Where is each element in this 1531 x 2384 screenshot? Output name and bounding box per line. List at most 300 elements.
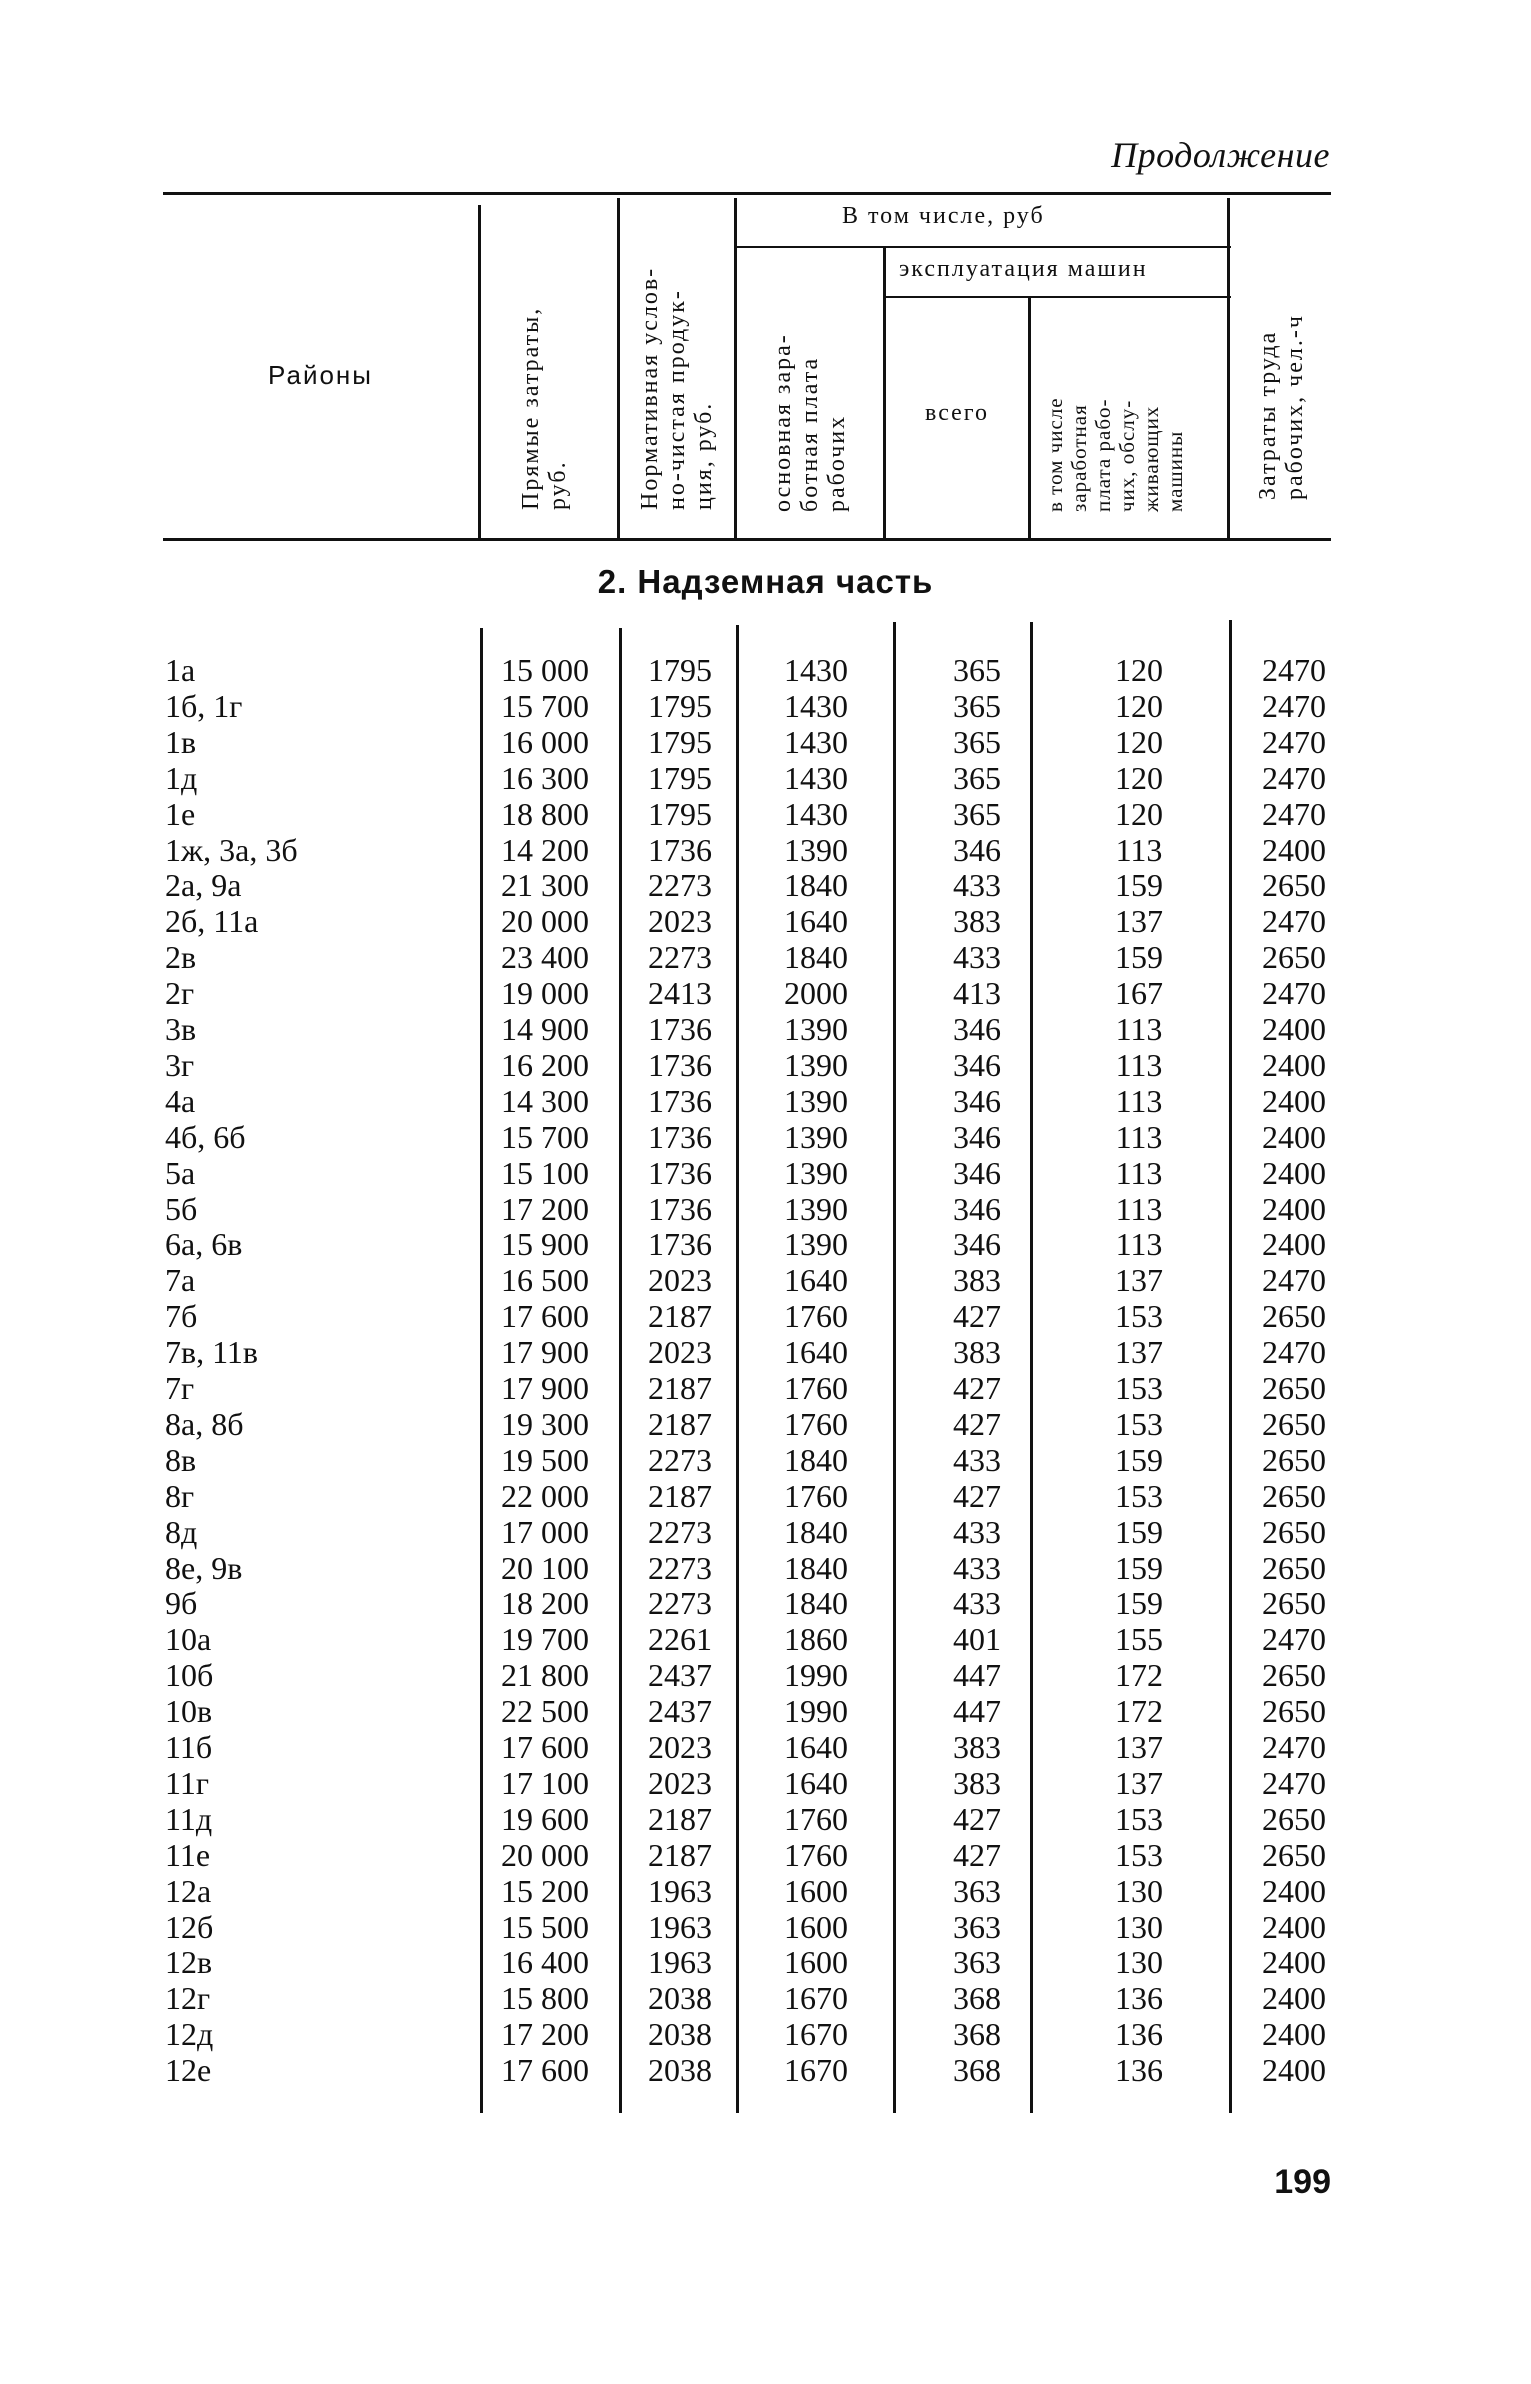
cell-direct-costs: 16 500 (501, 1262, 589, 1299)
header-vline-3 (734, 198, 737, 538)
cell-direct-costs: 15 700 (501, 1118, 589, 1155)
cell-normative: 2187 (648, 1836, 712, 1873)
cell-direct-costs: 16 300 (501, 759, 589, 796)
cell-machines-total: 433 (953, 1549, 1001, 1586)
cell-machine-wages: 136 (1115, 2052, 1163, 2089)
cell-wages: 1840 (784, 939, 848, 976)
cell-direct-costs: 19 000 (501, 975, 589, 1012)
cell-district: 7б (165, 1298, 198, 1335)
cell-normative: 2187 (648, 1298, 712, 1335)
cell-district: 8д (165, 1513, 198, 1550)
cell-normative: 2187 (648, 1477, 712, 1514)
cell-wages: 1390 (784, 1118, 848, 1155)
cell-machine-wages: 130 (1115, 1872, 1163, 1909)
cell-machine-wages: 120 (1115, 723, 1163, 760)
cell-machines-total: 433 (953, 867, 1001, 904)
cell-wages: 1390 (784, 1082, 848, 1119)
cell-wages: 1640 (784, 1262, 848, 1299)
cell-wages: 1430 (784, 759, 848, 796)
cell-district: 1а (165, 652, 196, 688)
cell-machine-wages: 136 (1115, 2016, 1163, 2053)
cell-labor: 2470 (1262, 975, 1326, 1012)
continuation-note: Продолжение (1111, 135, 1330, 175)
cell-wages: 1600 (784, 1908, 848, 1945)
cell-wages: 1840 (784, 1441, 848, 1478)
cell-machines-total: 368 (953, 2016, 1001, 2053)
cell-machines-total: 383 (953, 1764, 1001, 1801)
cell-machines-total: 346 (953, 831, 1001, 868)
cell-normative: 1736 (648, 1226, 712, 1263)
cell-machine-wages: 120 (1115, 795, 1163, 832)
cell-machines-total: 365 (953, 687, 1001, 724)
cell-labor: 2470 (1262, 652, 1326, 688)
cell-direct-costs: 14 900 (501, 1011, 589, 1047)
cell-wages: 1670 (784, 2016, 848, 2053)
cell-district: 8г (165, 1477, 195, 1514)
cell-direct-costs: 15 700 (501, 687, 589, 724)
cell-normative: 1736 (648, 1118, 712, 1155)
header-vline-1 (478, 205, 481, 538)
cell-direct-costs: 15 000 (501, 652, 589, 688)
cell-direct-costs: 17 100 (501, 1764, 589, 1801)
cell-machines-total: 427 (953, 1405, 1001, 1442)
cell-machines-total: 365 (953, 795, 1001, 832)
cell-wages: 1390 (784, 1011, 848, 1047)
cell-machine-wages: 159 (1115, 1585, 1163, 1622)
cell-wages: 1840 (784, 867, 848, 904)
cell-direct-costs: 18 200 (501, 1585, 589, 1622)
cell-machine-wages: 153 (1115, 1298, 1163, 1335)
cell-normative: 1963 (648, 1908, 712, 1945)
cell-machine-wages: 159 (1115, 1513, 1163, 1550)
cell-machines-total: 413 (953, 975, 1001, 1012)
body-vline-2 (619, 628, 622, 2113)
cell-district: 7а (165, 1262, 196, 1299)
cell-machines-total: 383 (953, 903, 1001, 940)
cell-district: 8е, 9в (165, 1549, 243, 1586)
cell-labor: 2470 (1262, 1621, 1326, 1658)
cell-wages: 1760 (784, 1370, 848, 1406)
cell-direct-costs: 17 600 (501, 1729, 589, 1765)
cell-normative: 2023 (648, 1729, 712, 1765)
cell-direct-costs: 19 500 (501, 1441, 589, 1478)
cell-wages: 1640 (784, 1764, 848, 1801)
body-vline-4 (893, 622, 896, 2113)
cell-machine-wages: 113 (1115, 1190, 1163, 1227)
cell-normative: 1736 (648, 831, 712, 868)
cell-labor: 2400 (1262, 831, 1326, 868)
normative-header: Нормативная услов- но-чистая продук- ция, руб. (637, 266, 717, 510)
cell-machine-wages: 120 (1115, 759, 1163, 796)
cell-direct-costs: 15 800 (501, 1980, 589, 2017)
cell-direct-costs: 23 400 (501, 939, 589, 976)
cell-labor: 2650 (1262, 1657, 1326, 1694)
cell-labor: 2400 (1262, 1190, 1326, 1227)
cell-district: 1ж, 3а, 3б (165, 831, 298, 868)
section-title: 2. Надземная часть (597, 563, 934, 600)
cell-labor: 2400 (1262, 1118, 1326, 1155)
cell-machine-wages: 113 (1115, 831, 1163, 868)
cell-normative: 1795 (648, 795, 712, 832)
cell-wages: 1990 (784, 1693, 848, 1730)
cell-machines-total: 346 (953, 1190, 1001, 1227)
header-vline-6 (1227, 198, 1230, 538)
cell-district: 4а (165, 1082, 196, 1119)
cell-machines-total: 346 (953, 1011, 1001, 1047)
cell-machines-total: 427 (953, 1370, 1001, 1406)
cell-labor: 2650 (1262, 1800, 1326, 1837)
cell-district: 3г (165, 1046, 195, 1083)
cell-machine-wages: 153 (1115, 1477, 1163, 1514)
cell-wages: 1430 (784, 795, 848, 832)
cell-labor: 2400 (1262, 2052, 1326, 2089)
cell-normative: 2038 (648, 2052, 712, 2089)
cell-wages: 1600 (784, 1944, 848, 1981)
cell-wages: 1430 (784, 723, 848, 760)
cell-labor: 2650 (1262, 1405, 1326, 1442)
body-vline-6 (1229, 620, 1232, 2113)
cell-machines-total: 368 (953, 1980, 1001, 2017)
cell-machine-wages: 130 (1115, 1908, 1163, 1945)
including-header: В том числе, руб (842, 203, 1045, 229)
cell-labor: 2400 (1262, 1226, 1326, 1263)
cell-district: 1в (165, 723, 197, 760)
cell-district: 10в (165, 1693, 213, 1730)
machines-total-header: всего (925, 400, 990, 426)
cell-machines-total: 365 (953, 759, 1001, 796)
cell-wages: 1640 (784, 903, 848, 940)
cell-direct-costs: 20 000 (501, 1836, 589, 1873)
cell-direct-costs: 22 000 (501, 1477, 589, 1514)
cell-machine-wages: 137 (1115, 1764, 1163, 1801)
cell-labor: 2650 (1262, 1513, 1326, 1550)
cell-district: 1е (165, 795, 196, 832)
cell-machine-wages: 113 (1115, 1011, 1163, 1047)
cell-district: 2а, 9а (165, 867, 242, 904)
cell-machine-wages: 136 (1115, 1980, 1163, 2017)
cell-labor: 2470 (1262, 795, 1326, 832)
cell-machine-wages: 120 (1115, 652, 1163, 688)
header-vline-4 (883, 248, 886, 538)
cell-district: 2б, 11а (165, 903, 259, 940)
cell-machine-wages: 137 (1115, 1262, 1163, 1299)
cell-machines-total: 363 (953, 1872, 1001, 1909)
cell-district: 12в (165, 1944, 213, 1981)
cell-normative: 1736 (648, 1011, 712, 1047)
cell-wages: 1990 (784, 1657, 848, 1694)
cell-district: 7в, 11в (165, 1334, 259, 1371)
cell-labor: 2400 (1262, 2016, 1326, 2053)
body-vline-1 (480, 628, 483, 2113)
direct-costs-header: Прямые затраты, руб. (518, 306, 571, 510)
cell-machines-total: 427 (953, 1836, 1001, 1873)
cell-machine-wages: 153 (1115, 1370, 1163, 1406)
cell-labor: 2400 (1262, 1980, 1326, 2017)
cell-direct-costs: 17 000 (501, 1513, 589, 1550)
cell-machines-total: 365 (953, 723, 1001, 760)
cell-labor: 2470 (1262, 687, 1326, 724)
cell-district: 2в (165, 939, 197, 976)
cell-direct-costs: 19 700 (501, 1621, 589, 1658)
cell-district: 11б (165, 1729, 213, 1765)
cell-direct-costs: 21 300 (501, 867, 589, 904)
cell-machine-wages: 159 (1115, 867, 1163, 904)
cell-normative: 2187 (648, 1405, 712, 1442)
cell-machines-total: 368 (953, 2052, 1001, 2089)
cell-wages: 1760 (784, 1477, 848, 1514)
cell-machines-total: 433 (953, 1513, 1001, 1550)
cell-normative: 2023 (648, 1334, 712, 1371)
cell-district: 6а, 6в (165, 1226, 243, 1263)
cell-district: 12б (165, 1908, 214, 1945)
cell-district: 11г (165, 1764, 209, 1801)
cell-wages: 1760 (784, 1800, 848, 1837)
cell-wages: 1860 (784, 1621, 848, 1658)
cell-machine-wages: 172 (1115, 1657, 1163, 1694)
body-vline-3 (736, 625, 739, 2113)
cell-labor: 2400 (1262, 1154, 1326, 1191)
header-vline-2 (617, 198, 620, 538)
cell-district: 4б, 6б (165, 1118, 246, 1155)
cell-machine-wages: 113 (1115, 1226, 1163, 1263)
cell-labor: 2650 (1262, 1370, 1326, 1406)
cell-district: 5а (165, 1154, 196, 1191)
cell-machines-total: 427 (953, 1477, 1001, 1514)
cell-labor: 2400 (1262, 1908, 1326, 1945)
cell-wages: 1430 (784, 652, 848, 688)
cell-normative: 2413 (648, 975, 712, 1012)
machine-wages-header: в том числе заработная плата рабо- чих, обслу- живающих машины (1043, 397, 1187, 512)
cell-direct-costs: 17 900 (501, 1370, 589, 1406)
cell-district: 12е (165, 2052, 212, 2089)
cell-machines-total: 365 (953, 652, 1001, 688)
header-top-rule (163, 192, 1331, 195)
cell-normative: 2023 (648, 903, 712, 940)
cell-direct-costs: 19 600 (501, 1800, 589, 1837)
cell-wages: 1640 (784, 1334, 848, 1371)
cell-direct-costs: 17 200 (501, 2016, 589, 2053)
cell-normative: 2437 (648, 1693, 712, 1730)
cell-district: 10б (165, 1657, 214, 1694)
cell-wages: 1390 (784, 1154, 848, 1191)
cell-district: 9б (165, 1585, 198, 1622)
machines-rule (886, 296, 1231, 298)
cell-machine-wages: 159 (1115, 939, 1163, 976)
cell-machines-total: 401 (953, 1621, 1001, 1658)
cell-direct-costs: 14 200 (501, 831, 589, 868)
cell-district: 5б (165, 1190, 198, 1227)
header-vline-5 (1028, 298, 1031, 538)
cell-normative: 2273 (648, 1513, 712, 1550)
cell-labor: 2650 (1262, 1836, 1326, 1873)
cell-machines-total: 363 (953, 1944, 1001, 1981)
cell-wages: 1390 (784, 1046, 848, 1083)
district-header: Районы (268, 360, 373, 390)
cell-machine-wages: 153 (1115, 1836, 1163, 1873)
cell-wages: 1840 (784, 1549, 848, 1586)
cell-normative: 1963 (648, 1944, 712, 1981)
cell-normative: 2273 (648, 867, 712, 904)
cell-normative: 1963 (648, 1872, 712, 1909)
cell-direct-costs: 18 800 (501, 795, 589, 832)
cell-labor: 2470 (1262, 1262, 1326, 1299)
cell-district: 2г (165, 975, 195, 1012)
cell-normative: 1795 (648, 687, 712, 724)
cell-district: 11е (165, 1836, 211, 1873)
cell-direct-costs: 20 000 (501, 903, 589, 940)
cell-normative: 2038 (648, 2016, 712, 2053)
cell-normative: 2273 (648, 1441, 712, 1478)
cell-machine-wages: 137 (1115, 1334, 1163, 1371)
cell-machine-wages: 113 (1115, 1154, 1163, 1191)
cell-normative: 2038 (648, 1980, 712, 2017)
cell-machines-total: 447 (953, 1693, 1001, 1730)
cell-labor: 2470 (1262, 723, 1326, 760)
header-bottom-rule (163, 538, 1331, 541)
cell-district: 12г (165, 1980, 211, 2017)
cell-district: 12а (165, 1872, 212, 1909)
cell-district: 11д (165, 1800, 213, 1837)
cell-machines-total: 383 (953, 1262, 1001, 1299)
cell-wages: 1640 (784, 1729, 848, 1765)
cell-normative: 2273 (648, 1549, 712, 1586)
cell-wages: 1670 (784, 1980, 848, 2017)
cell-direct-costs: 17 600 (501, 2052, 589, 2089)
cell-direct-costs: 14 300 (501, 1082, 589, 1119)
cell-machines-total: 383 (953, 1729, 1001, 1765)
cell-labor: 2400 (1262, 1082, 1326, 1119)
including-rule (737, 246, 1231, 248)
cell-normative: 1736 (648, 1082, 712, 1119)
cell-machine-wages: 153 (1115, 1405, 1163, 1442)
cell-direct-costs: 15 900 (501, 1226, 589, 1263)
cell-normative: 1795 (648, 652, 712, 688)
cell-normative: 1795 (648, 723, 712, 760)
cell-machine-wages: 120 (1115, 687, 1163, 724)
cell-machines-total: 346 (953, 1226, 1001, 1263)
cell-wages: 1390 (784, 831, 848, 868)
cell-machines-total: 427 (953, 1298, 1001, 1335)
cell-direct-costs: 16 000 (501, 723, 589, 760)
cell-normative: 1736 (648, 1154, 712, 1191)
cell-labor: 2650 (1262, 1441, 1326, 1478)
cell-machine-wages: 130 (1115, 1944, 1163, 1981)
cell-wages: 1390 (784, 1190, 848, 1227)
cell-machine-wages: 137 (1115, 1729, 1163, 1765)
cell-labor: 2650 (1262, 1298, 1326, 1335)
cell-machine-wages: 172 (1115, 1693, 1163, 1730)
cell-district: 8а, 8б (165, 1405, 244, 1442)
cell-labor: 2470 (1262, 1334, 1326, 1371)
cell-machine-wages: 113 (1115, 1046, 1163, 1083)
cell-district: 3в (165, 1011, 197, 1047)
cell-normative: 1795 (648, 759, 712, 796)
cell-machine-wages: 137 (1115, 903, 1163, 940)
cell-machines-total: 363 (953, 1908, 1001, 1945)
cell-district: 1б, 1г (165, 687, 243, 724)
wages-header: основная зара- ботная плата рабочих (770, 333, 850, 512)
cell-wages: 1600 (784, 1872, 848, 1909)
cell-normative: 2023 (648, 1262, 712, 1299)
cell-wages: 1430 (784, 687, 848, 724)
cell-labor: 2400 (1262, 1872, 1326, 1909)
cell-labor: 2400 (1262, 1011, 1326, 1047)
cell-direct-costs: 17 600 (501, 1298, 589, 1335)
cell-machines-total: 427 (953, 1800, 1001, 1837)
cell-normative: 2023 (648, 1764, 712, 1801)
cell-wages: 2000 (784, 975, 848, 1012)
cell-machines-total: 433 (953, 1441, 1001, 1478)
cell-district: 10а (165, 1621, 212, 1658)
cell-wages: 1760 (784, 1405, 848, 1442)
cell-direct-costs: 17 200 (501, 1190, 589, 1227)
cell-district: 1д (165, 759, 198, 796)
cell-labor: 2650 (1262, 1585, 1326, 1622)
cell-labor: 2650 (1262, 1477, 1326, 1514)
cell-normative: 2273 (648, 939, 712, 976)
cell-direct-costs: 16 200 (501, 1046, 589, 1083)
cell-district: 8в (165, 1441, 197, 1478)
cell-wages: 1760 (784, 1836, 848, 1873)
cell-district: 7г (165, 1370, 195, 1406)
cell-wages: 1840 (784, 1585, 848, 1622)
cell-labor: 2400 (1262, 1046, 1326, 1083)
cell-district: 12д (165, 2016, 214, 2053)
cell-wages: 1670 (784, 2052, 848, 2089)
cell-direct-costs: 21 800 (501, 1657, 589, 1694)
cell-labor: 2470 (1262, 1729, 1326, 1765)
cell-labor: 2470 (1262, 903, 1326, 940)
cell-machine-wages: 159 (1115, 1441, 1163, 1478)
labor-header: Затраты труда рабочих, чел.-ч (1255, 314, 1308, 500)
cell-direct-costs: 20 100 (501, 1549, 589, 1586)
cell-machines-total: 346 (953, 1046, 1001, 1083)
cell-direct-costs: 17 900 (501, 1334, 589, 1371)
cell-machines-total: 383 (953, 1334, 1001, 1371)
cell-direct-costs: 22 500 (501, 1693, 589, 1730)
cell-labor: 2650 (1262, 939, 1326, 976)
cell-machine-wages: 167 (1115, 975, 1163, 1012)
machines-header: эксплуатация машин (899, 256, 1148, 282)
cell-machines-total: 433 (953, 1585, 1001, 1622)
cell-wages: 1840 (784, 1513, 848, 1550)
cell-labor: 2470 (1262, 1764, 1326, 1801)
cell-labor: 2650 (1262, 1693, 1326, 1730)
page-number: 199 (1274, 2163, 1331, 2201)
cell-normative: 2187 (648, 1370, 712, 1406)
cell-labor: 2400 (1262, 1944, 1326, 1981)
cell-machines-total: 433 (953, 939, 1001, 976)
cell-machines-total: 346 (953, 1082, 1001, 1119)
cell-normative: 2187 (648, 1800, 712, 1837)
cell-normative: 1736 (648, 1190, 712, 1227)
cell-machines-total: 346 (953, 1154, 1001, 1191)
cell-normative: 2273 (648, 1585, 712, 1622)
cell-direct-costs: 19 300 (501, 1405, 589, 1442)
cell-direct-costs: 15 500 (501, 1908, 589, 1945)
cell-labor: 2470 (1262, 759, 1326, 796)
cell-machine-wages: 113 (1115, 1082, 1163, 1119)
cell-direct-costs: 16 400 (501, 1944, 589, 1981)
cell-machines-total: 346 (953, 1118, 1001, 1155)
cell-wages: 1390 (784, 1226, 848, 1263)
cell-machine-wages: 159 (1115, 1549, 1163, 1586)
cell-wages: 1760 (784, 1298, 848, 1335)
cell-direct-costs: 15 200 (501, 1872, 589, 1909)
cell-normative: 1736 (648, 1046, 712, 1083)
cell-machine-wages: 153 (1115, 1800, 1163, 1837)
cell-labor: 2650 (1262, 1549, 1326, 1586)
